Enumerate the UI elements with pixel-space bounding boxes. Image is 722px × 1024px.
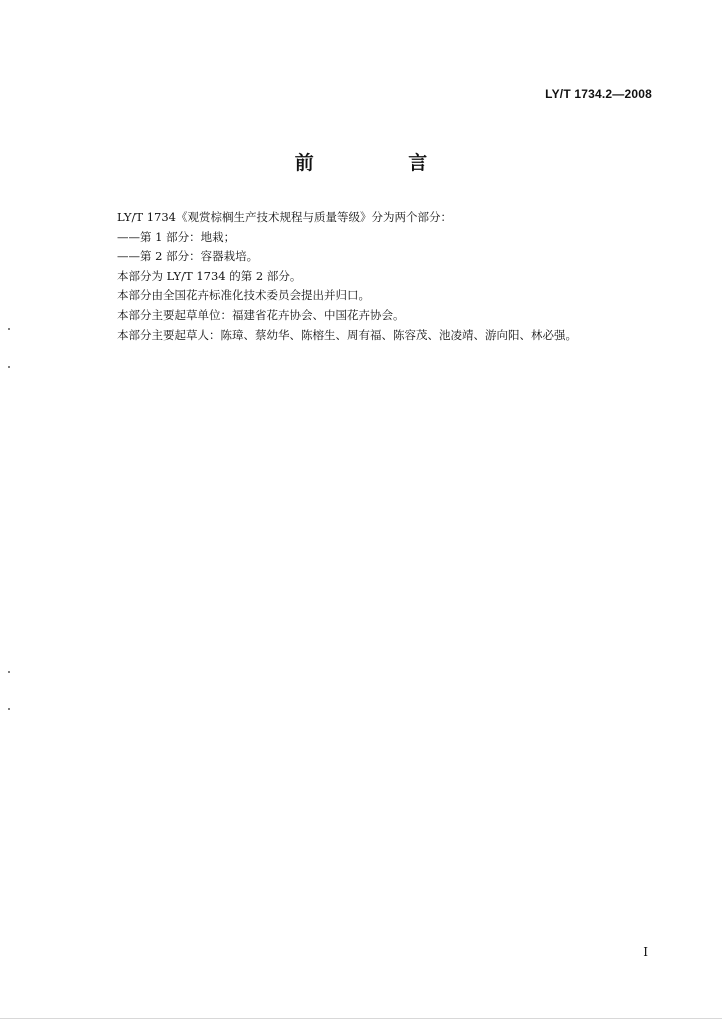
scan-speck: [8, 328, 10, 330]
paragraph-line: 本部分主要起草单位：福建省花卉协会、中国花卉协会。: [117, 307, 405, 322]
page-bottom-edge: [0, 1018, 722, 1019]
standard-code: LY/T 1734.2—2008: [545, 87, 652, 101]
page-title: 前 言: [294, 152, 472, 174]
scan-speck: [8, 708, 10, 710]
scan-speck: [8, 671, 10, 673]
paragraph-line: 本部分主要起草人：陈璋、蔡幼华、陈榕生、周有福、陈容茂、池凌靖、游向阳、林必强。: [117, 327, 577, 342]
paragraph-line: ——第 2 部分：容器栽培。: [117, 249, 259, 264]
paragraph-line: LY/T 1734《观赏棕榈生产技术规程与质量等级》分为两个部分：: [117, 210, 452, 224]
scan-speck: [8, 366, 10, 368]
foreword-body: [117, 208, 657, 345]
page-number: I: [643, 945, 648, 959]
paragraph-line: 本部分由全国花卉标准化技术委员会提出并归口。: [117, 288, 370, 303]
paragraph-line: 本部分为 LY/T 1734 的第 2 部分。: [117, 268, 302, 283]
paragraph-line: ——第 1 部分：地栽；: [117, 229, 236, 244]
